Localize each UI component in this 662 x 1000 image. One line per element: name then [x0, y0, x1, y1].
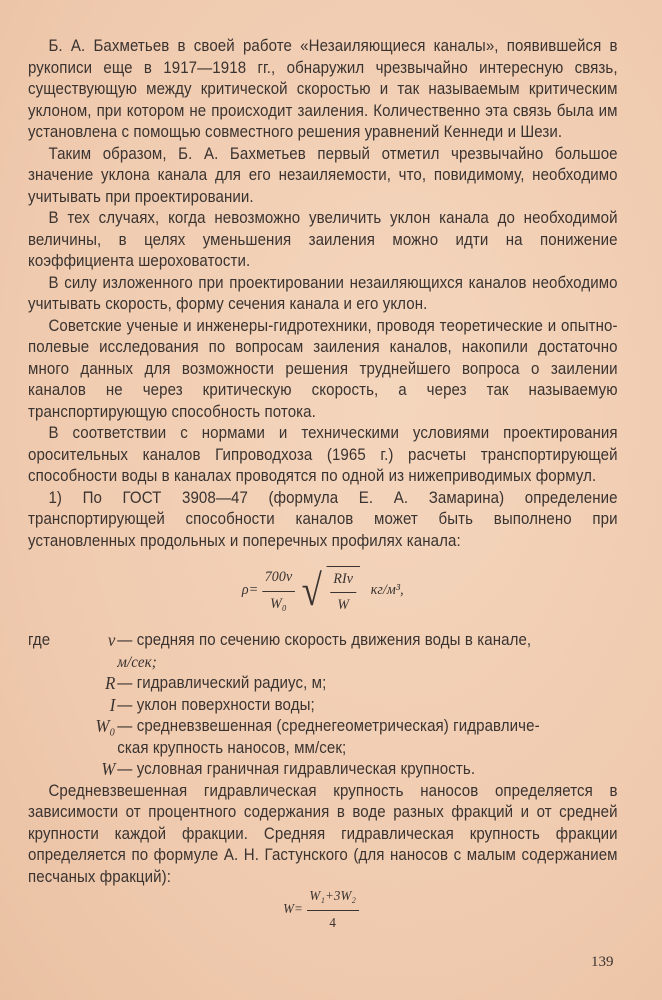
paragraph-soviet-research: Советские ученые и инженеры-гидротехники, проводя теоретические и опытно-полевые исследования по вопросам заиления каналов, накопили достаточно много данных для возможности решения труднейшего вопроса о заилении каналов не через критическую скорость, а через так называемую транспортирующую способность потока.	[28, 316, 618, 421]
formula2-fraction	[307, 886, 359, 934]
definition-w0	[28, 716, 618, 738]
paragraph-design-factors: В силу изложенного при проектировании незаиляющихся каналов необходимо учитывать скорость, форму сечения канала и его уклон.	[28, 273, 618, 313]
formula-gastunsky	[28, 888, 618, 932]
definition-w-text: — условная граничная гидравлическая крупность.	[117, 760, 476, 778]
formula2-denominator: 4	[329, 915, 337, 931]
symbol-v: v	[107, 630, 116, 650]
formula-lhs: ρ=	[241, 582, 259, 599]
definition-w	[28, 759, 618, 781]
radicand-numerator: RIv	[331, 569, 356, 594]
symbol-r: R	[105, 673, 116, 693]
definition-i-text: — уклон поверхности воды;	[117, 695, 315, 714]
definition-r	[28, 673, 618, 695]
radicand-denominator: W	[337, 597, 350, 613]
body-text	[28, 36, 618, 932]
definition-r-text: — гидравлический радиус, м;	[117, 674, 327, 692]
definition-v-text: — средняя по сечению скорость движения воды в канале,	[117, 631, 532, 649]
sqrt-symbol	[301, 566, 364, 617]
definition-w0-cont: ская крупность наносов, мм/сек;	[117, 738, 347, 757]
formula-denominator: W₀	[270, 595, 287, 612]
symbol-w0: W₀	[95, 716, 116, 736]
paragraph-gost: 1) По ГОСТ 3908—47 (формула Е. А. Замарина) определение транспортирующей способности каналов может быть выполнено при установленных продольных и поперечных профилях канала:	[28, 488, 618, 550]
definition-w0-text: — средневзвешенная (среднегеометрическая) гидравличе-	[117, 717, 540, 735]
definition-v-units: м/сек;	[117, 652, 157, 671]
formula2-lhs: W=	[283, 902, 303, 918]
paragraph-norms: В соответствии с нормами и техническими условиями проектирования оросительных каналов Гипроводхоза (1965 г.) расчеты транспортирующей способности воды в каналах проводятся по одной из нижеприводимых формул.	[28, 424, 618, 485]
symbol-i: I	[109, 694, 116, 715]
variable-definitions	[28, 630, 618, 781]
formula-fraction	[262, 567, 295, 615]
definition-i	[28, 695, 618, 717]
paragraph-bakhmetev-work: Б. А. Бахметьев в своей работе «Незаиляющиеся каналы», появившейся в рукописи еще в 1917—1918 гг., обнаружил чрезвычайно интересную связь, существующую между критической скоростью и так называемым критическим уклоном, при котором не происходит заиления. Количественно эта связь была им установлена с помощью совместного решения уравнений Кеннеди и Шези.	[28, 37, 618, 141]
paragraph-weighted-size: Средневзвешенная гидравлическая крупность наносов определяется в зависимости от процентного содержания в воде разных фракций и от средней крупности каждой фракции. Средняя гидравлическая крупность фракции определяется по формуле А. Н. Гастунского (для наносов с малым содержанием песчаных фракций):	[28, 781, 618, 886]
formula-transport-capacity	[28, 552, 618, 630]
symbol-w: W	[101, 759, 116, 779]
formula2-numerator: W₁+3W₂	[307, 886, 359, 911]
where-label: где	[28, 631, 51, 649]
paragraph-roughness: В тех случаях, когда невозможно увеличить уклон канала до необходимой величины, в целях уменьшения заиления можно идти на понижение коэффициента шероховатости.	[28, 209, 618, 270]
formula-numerator: 700v	[262, 567, 295, 592]
page-number: 139	[591, 954, 614, 970]
paragraph-slope-importance: Таким образом, Б. А. Бахметьев первый отметил чрезвычайно большое значение уклона канала для его незаиляемости, что, повидимому, необходимо учитывать при проектировании.	[28, 144, 618, 206]
formula-units: кг/м³,	[370, 582, 404, 599]
definition-v	[28, 630, 618, 652]
radicand-fraction	[327, 566, 360, 617]
radical-sign-icon: √	[301, 566, 323, 615]
